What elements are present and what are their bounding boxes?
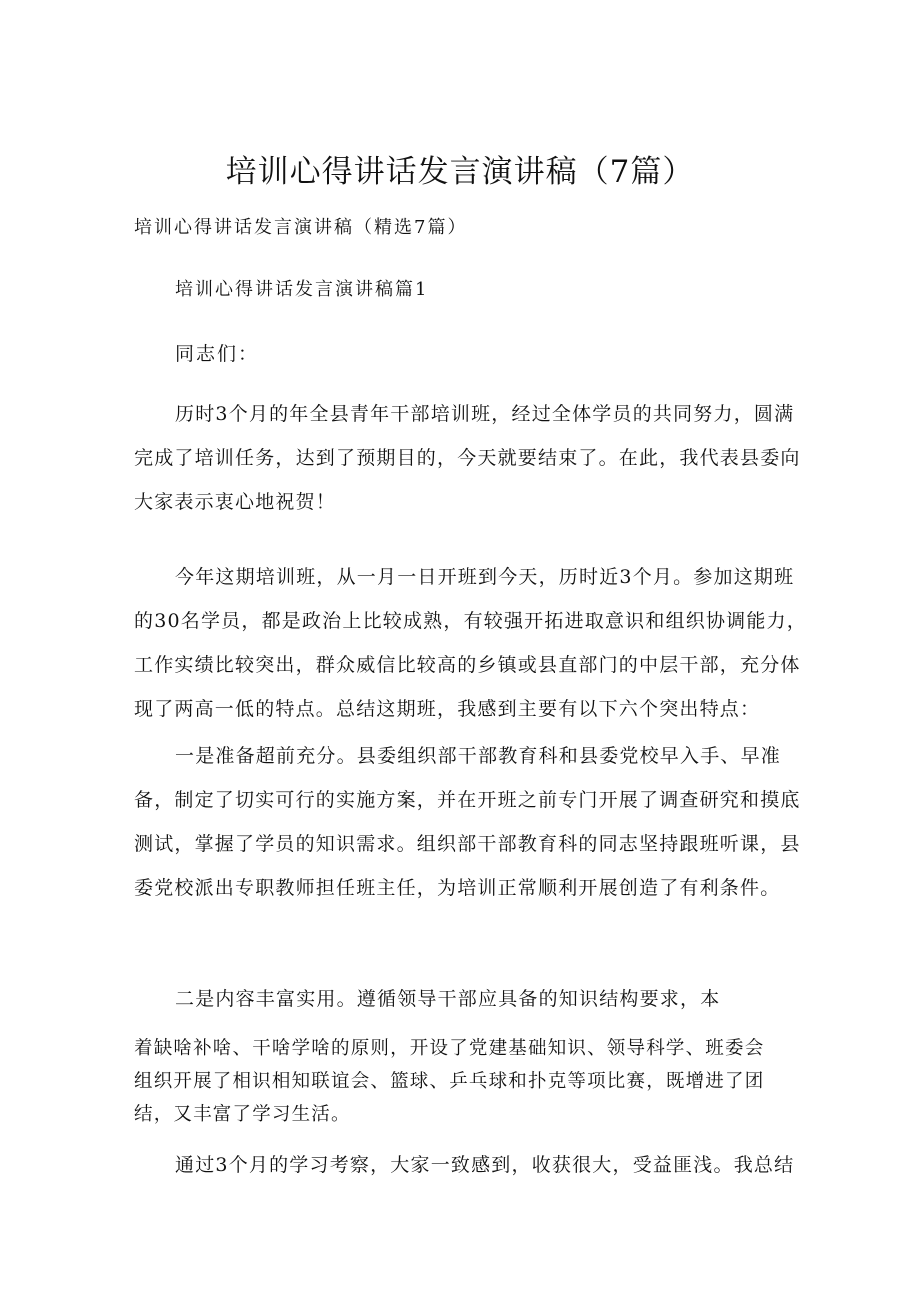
paragraph-2: [134, 555, 807, 731]
paragraph-4: [134, 977, 794, 1021]
paragraph-line: 完成了培训任务，达到了预期目的，今天就要结束了。在此，我代表县委向: [134, 447, 801, 469]
paragraph-line: 大家表示衷心地祝贺！: [134, 491, 337, 513]
paragraph-line: 备，制定了切实可行的实施方案，并在开班之前专门开展了调查研究和摸底: [134, 789, 801, 811]
paragraph-4-continued: [134, 1032, 794, 1131]
paragraph-1: [134, 392, 801, 524]
paragraph-line: 的30名学员，都是政治上比较成熟，有较强开拓进取意识和组织协调能力，: [134, 610, 807, 632]
paragraph-line: 组织开展了相识相知联谊会、篮球、乒乓球和扑克等项比赛，既增进了团: [134, 1071, 765, 1092]
paragraph-line: 通过3个月的学习考察，大家一致感到，收获很大，受益匪浅。我总结: [175, 1154, 795, 1176]
paragraph-line: 一是准备超前充分。县委组织部干部教育科和县委党校早入手、早准: [175, 745, 782, 767]
paragraph-3: [134, 734, 801, 910]
paragraph-line: 二是内容丰富实用。遵循领导干部应具备的知识结构要求，本: [175, 988, 721, 1010]
paragraph-line: 委党校派出专职教师担任班主任，为培训正常顺利开展创造了有利条件。: [134, 877, 781, 899]
paragraph-line: 测试，掌握了学员的知识需求。组织部干部教育科的同志坚持跟班听课，县: [134, 833, 801, 855]
paragraph-line: 结，又丰富了学习生活。: [134, 1104, 351, 1125]
section-heading: 培训心得讲话发言演讲稿篇1: [175, 279, 429, 300]
salutation: 同志们：: [175, 343, 260, 365]
paragraph-line: 今年这期培训班，从一月一日开班到今天，历时近3个月。参加这期班: [175, 566, 795, 588]
paragraph-line: 现了两高一低的特点。总结这期班，我感到主要有以下六个突出特点：: [134, 698, 761, 720]
paragraph-line: 着缺啥补啥、干啥学啥的原则，开设了党建基础知识、领导科学、班委会: [134, 1038, 765, 1059]
document-subtitle: 培训心得讲话发言演讲稿（精选7篇）: [134, 217, 468, 238]
paragraph-line: 历时3个月的年全县青年干部培训班，经过全体学员的共同努力，圆满: [175, 403, 795, 425]
paragraph-5: [134, 1143, 794, 1187]
paragraph-line: 工作实绩比较突出，群众威信比较高的乡镇或县直部门的中层干部，充分体: [134, 654, 801, 676]
document-title: 培训心得讲话发言演讲稿（7篇）: [225, 154, 695, 190]
